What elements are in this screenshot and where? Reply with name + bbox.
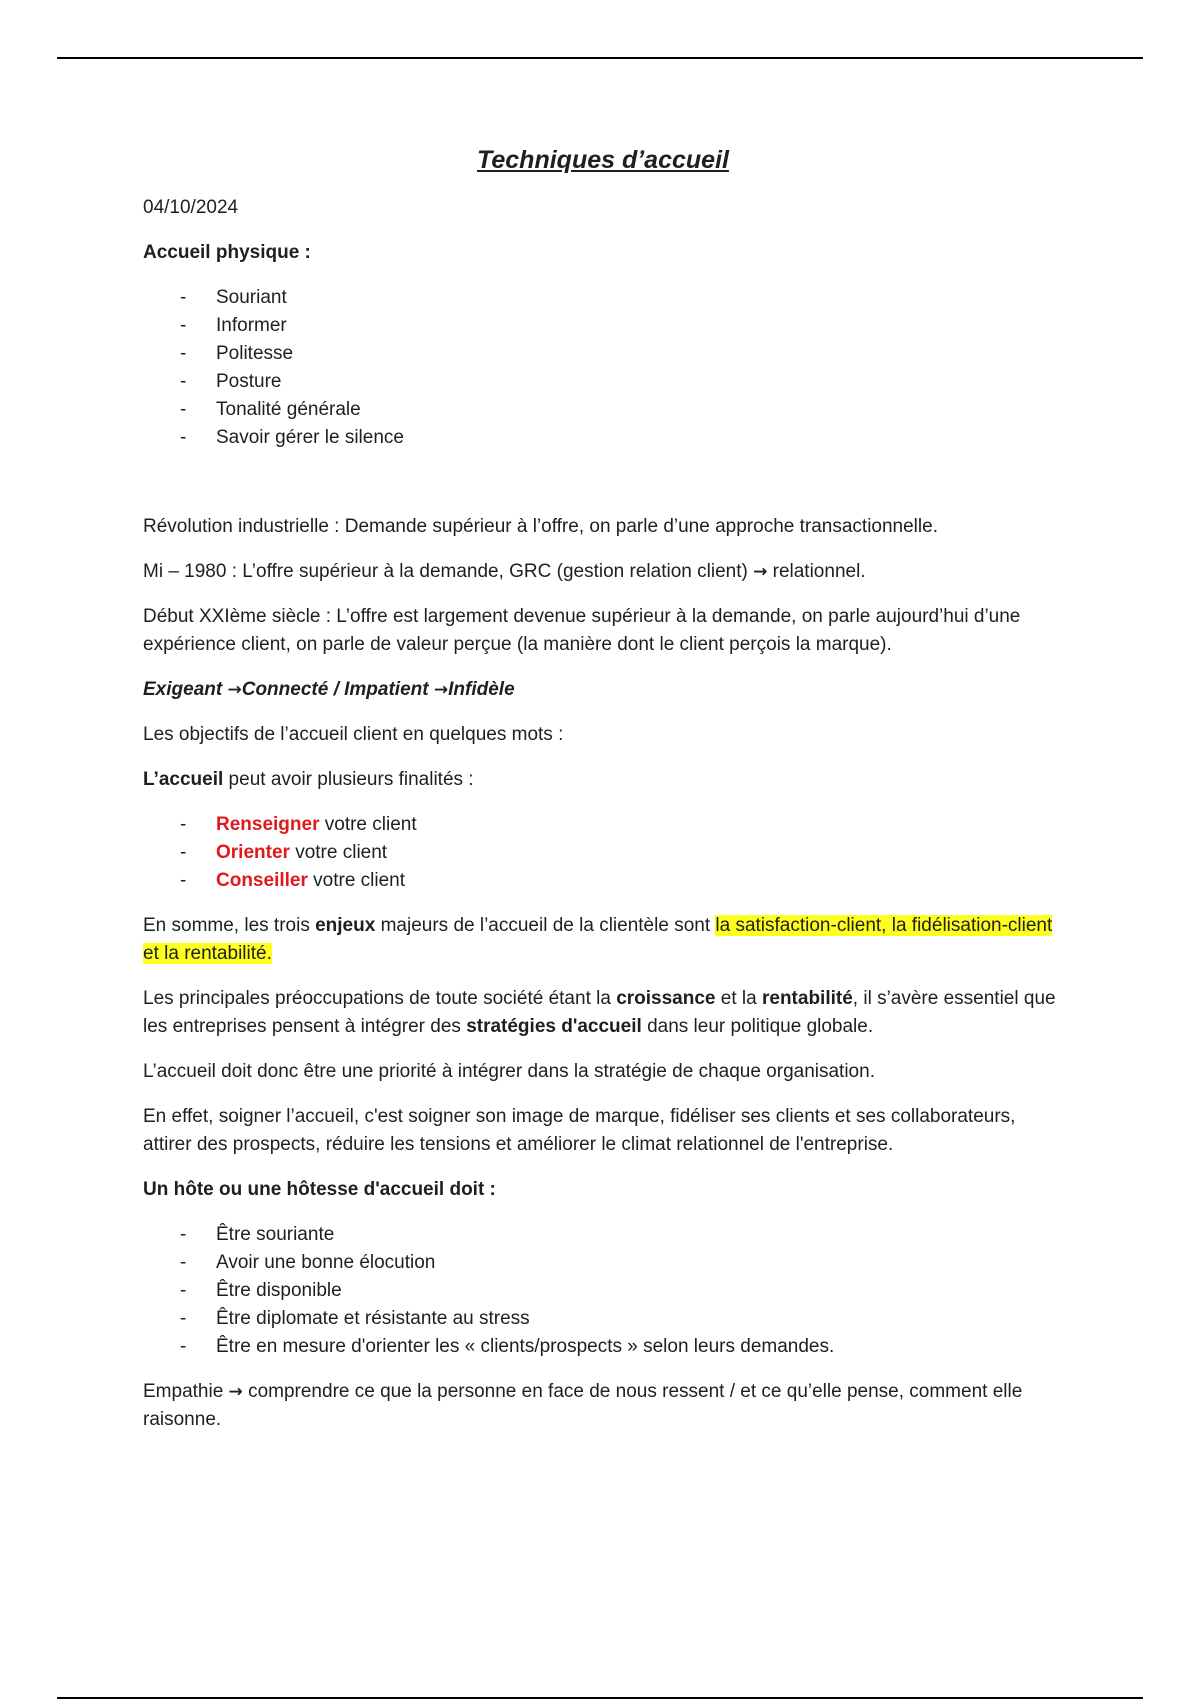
priorite-paragraph: L’accueil doit donc être une priorité à intégrer dans la stratégie de chaque organisation. <box>143 1061 875 1082</box>
document-title: Techniques d’accueil <box>477 146 729 174</box>
bullet-dash: - <box>180 399 187 420</box>
list-item: - Informer <box>143 312 1063 340</box>
finalites-intro: L’accueil peut avoir plusieurs finalités : <box>143 769 474 790</box>
hote-list <box>143 1221 1063 1361</box>
list-item: - Souriant <box>143 284 1063 312</box>
bullet-dash: - <box>180 870 187 891</box>
bullet-dash: - <box>180 315 187 336</box>
highlighted-text: la satisfaction-client, la fidélisation-client et la rentabilité. <box>143 915 1053 964</box>
section-heading-accueil-physique: Accueil physique : <box>143 242 311 263</box>
document-body <box>143 140 1063 1451</box>
list-item: - Posture <box>143 368 1063 396</box>
list-item: - Orienter votre client <box>143 839 1063 867</box>
preoccupations-paragraph: Les principales préoccupations de toute société étant la croissance et la rentabilité, il s’avère essentiel que les entreprises pensent à intégrer des stratégies d'accueil dans leur politique globale. <box>143 988 1056 1037</box>
client-traits: Exigeant →Connecté / Impatient →Infidèle <box>143 679 515 700</box>
list-item: - Renseigner votre client <box>143 811 1063 839</box>
list-item: - Savoir gérer le silence <box>143 424 1063 452</box>
bullet-dash: - <box>180 1336 187 1357</box>
list-item: - Être disponible <box>143 1277 1063 1305</box>
arrow-right-icon: → <box>227 680 242 700</box>
accueil-physique-list <box>143 284 1063 452</box>
objectifs-intro: Les objectifs de l’accueil client en quelques mots : <box>143 724 564 745</box>
bullet-dash: - <box>180 287 187 308</box>
list-item: - Politesse <box>143 340 1063 368</box>
bullet-dash: - <box>180 1280 187 1301</box>
bullet-dash: - <box>180 842 187 863</box>
bullet-dash: - <box>180 1224 187 1245</box>
arrow-right-icon: → <box>228 1382 243 1402</box>
list-item: - Tonalité générale <box>143 396 1063 424</box>
enjeux-paragraph: En somme, les trois enjeux majeurs de l’accueil de la clientèle sont la satisfaction-client, la fidélisation-client et la rentabilité. <box>143 915 1053 964</box>
empathie-paragraph: Empathie → comprendre ce que la personne en face de nous ressent / et ce qu’elle pense, comment elle raisonne. <box>143 1381 1023 1430</box>
bullet-dash: - <box>180 343 187 364</box>
bullet-dash: - <box>180 1308 187 1329</box>
list-item: - Conseiller votre client <box>143 867 1063 895</box>
document-date: 04/10/2024 <box>143 197 239 218</box>
list-item: - Être diplomate et résistante au stress <box>143 1305 1063 1333</box>
effet-paragraph: En effet, soigner l’accueil, c'est soigner son image de marque, fidéliser ses clients et ses collaborateurs, attirer des prospects, réduire les tensions et améliorer le climat relationnel de l'entreprise. <box>143 1106 1016 1155</box>
finalites-list <box>143 811 1063 895</box>
history-industrial: Révolution industrielle : Demande supérieur à l’offre, on parle d’une approche transactionnelle. <box>143 516 938 537</box>
spacer <box>143 469 1063 513</box>
list-item: - Être en mesure d'orienter les « clients/prospects » selon leurs demandes. <box>143 1333 1063 1361</box>
list-item: - Avoir une bonne élocution <box>143 1249 1063 1277</box>
list-item: - Être souriante <box>143 1221 1063 1249</box>
bullet-dash: - <box>180 427 187 448</box>
section-heading-hote: Un hôte ou une hôtesse d'accueil doit : <box>143 1179 496 1200</box>
history-1980: Mi – 1980 : L’offre supérieur à la demande, GRC (gestion relation client) → relationnel. <box>143 561 866 582</box>
bullet-dash: - <box>180 814 187 835</box>
history-21st-century: Début XXIème siècle : L’offre est largement devenue supérieur à la demande, on parle aujourd’hui d’une expérience client, on parle de valeur perçue (la manière dont le client perçois la marque). <box>143 606 1021 655</box>
arrow-right-icon: → <box>433 680 449 700</box>
bullet-dash: - <box>180 1252 187 1273</box>
header-rule <box>57 57 1143 59</box>
footer-rule <box>57 1697 1143 1699</box>
arrow-right-icon: → <box>753 562 768 582</box>
bullet-dash: - <box>180 371 187 392</box>
